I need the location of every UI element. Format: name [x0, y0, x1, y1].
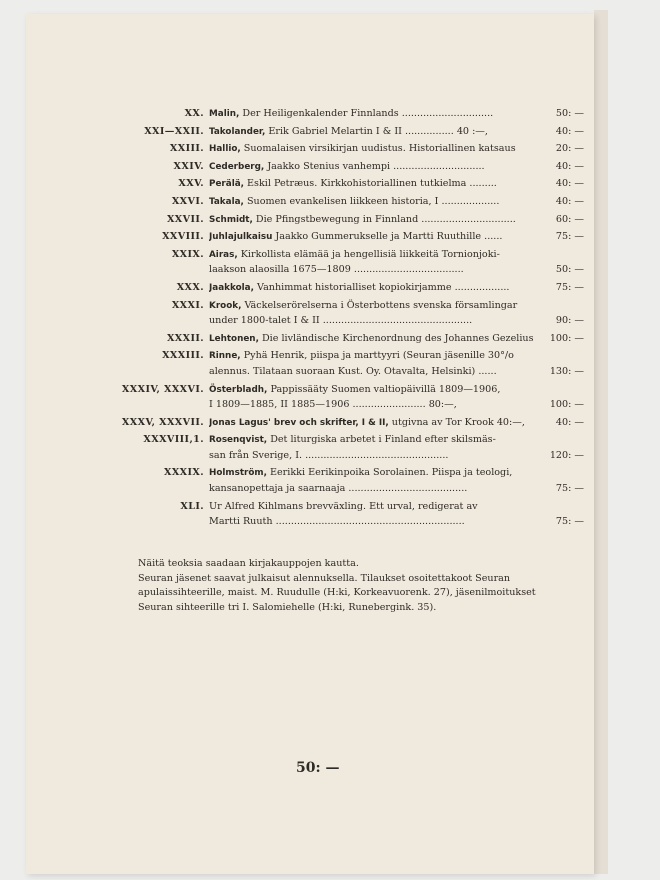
entry-text [209, 194, 534, 211]
volume-number: XXXI. [171, 299, 204, 311]
entry-text [209, 212, 534, 229]
entry-title: Eskil Petræus. Kirkkohistoriallinen tutkielma ......... [247, 178, 497, 190]
entry-author: Jonas Lagus' brev och skrifter, I & II, [209, 417, 389, 428]
catalog-line [26, 448, 594, 464]
volume-number: XXV. [178, 178, 204, 190]
entry-text [209, 331, 534, 348]
entry-price: 20: — [555, 143, 584, 155]
entry-price: 75: — [555, 516, 584, 528]
ordering-notes [138, 557, 578, 615]
entry-text [209, 481, 534, 497]
entry-title: laakson alaosilla 1675—1809 .................................... [209, 264, 464, 276]
entry-title: Vanhimmat historialliset kopiokirjamme .................. [257, 281, 510, 293]
volume-number: XXXIX. [163, 467, 204, 479]
catalog-line [26, 194, 594, 210]
entry-price: 40: — [555, 178, 584, 190]
entry-text [209, 229, 534, 246]
entry-text [209, 432, 534, 449]
entry-title: Erik Gabriel Melartin I & II ................ 40 :—, [268, 125, 488, 137]
volume-number: XXXVIII,1. [143, 434, 204, 446]
catalog-entry [26, 432, 594, 463]
entry-title: Jaakko Stenius vanhempi .............................. [267, 160, 485, 172]
book-spine-edge [594, 10, 608, 874]
volume-number: XXIII. [169, 143, 204, 155]
volume-number: XXI—XXII. [144, 125, 204, 137]
volume-number: XXXIII. [162, 350, 204, 362]
entry-text [209, 262, 534, 278]
volume-number: XXX. [176, 281, 204, 293]
catalog-line [26, 415, 594, 431]
catalog-entry [26, 212, 594, 228]
entry-text [209, 247, 534, 264]
catalog-line [26, 141, 594, 157]
volume-number: XXVI. [171, 195, 204, 207]
volume-number: XXVII. [166, 213, 204, 225]
cover-price: 50: — [296, 760, 340, 776]
catalog-line [26, 348, 594, 364]
entry-text [209, 448, 534, 464]
entry-title: Pappissääty Suomen valtiopäivillä 1809—1906, [270, 383, 501, 395]
entry-title: I 1809—1885, II 1885—1906 ........................ 80:—, [209, 399, 457, 411]
entry-text [209, 397, 534, 413]
entry-title: under 1800-talet I & II ................................................. [209, 315, 473, 327]
entry-title: utgivna av Tor Krook 40:—, [391, 416, 525, 428]
entry-text [209, 465, 534, 482]
entry-text [209, 159, 534, 176]
entry-price: 90: — [555, 315, 584, 327]
entry-title: alennus. Tilataan suoraan Kust. Oy. Otavalta, Helsinki) ...... [209, 365, 497, 377]
entry-price: 100: — [549, 332, 584, 344]
catalog-entry [26, 331, 594, 347]
entry-text [209, 514, 534, 530]
entry-author: Malin, [209, 109, 240, 119]
entry-title: Pyhä Henrik, piispa ja marttyyri (Seuran jäsenille 30°/o [243, 350, 514, 362]
entry-title: Det liturgiska arbetet i Finland efter skilsmäs- [270, 434, 496, 446]
catalog-line [26, 331, 594, 347]
catalog-line [26, 397, 594, 413]
catalog-line [26, 247, 594, 263]
entry-title: Eerikki Eerikinpoika Sorolainen. Piispa ja teologi, [269, 467, 513, 479]
entry-text [209, 124, 534, 141]
entry-author: Schmidt, [209, 214, 253, 225]
entry-price: 60: — [555, 213, 584, 225]
entry-price: 75: — [555, 281, 584, 293]
catalog-line [26, 159, 594, 175]
entry-text [209, 176, 534, 193]
entry-title: kansanopettaja ja saarnaaja ....................................... [209, 483, 468, 495]
entry-price: 120: — [549, 449, 584, 461]
entry-title: Väckelserörelserna i Österbottens svenska församlingar [244, 299, 518, 311]
entry-title: Die livländische Kirchenordnung des Johannes Gezelius [261, 332, 534, 344]
entry-text [209, 348, 534, 365]
entry-author: Hallio, [209, 144, 241, 155]
entry-author: Rosenqvist, [209, 435, 268, 446]
volume-number: XXXII. [166, 332, 204, 344]
entry-price: 130: — [549, 365, 584, 377]
catalog-entry [26, 176, 594, 192]
entry-author: Perälä, [209, 179, 244, 190]
entry-price: 50: — [555, 264, 584, 276]
entry-author: Österbladh, [209, 384, 268, 395]
entry-author: Airas, [209, 249, 238, 260]
catalog-entry [26, 124, 594, 140]
entry-title: Martti Ruuth .............................................................. [209, 516, 465, 528]
entry-text [209, 298, 534, 315]
entry-title: san från Sverige, I. ............................................... [209, 449, 449, 461]
note-line: Näitä teoksia saadaan kirjakauppojen kautta. [138, 558, 359, 569]
volume-number: XXVIII. [162, 231, 204, 243]
catalog-entry [26, 229, 594, 245]
note-line: apulaissihteerille, maist. M. Ruudulle (H:ki, Korkeavuorenk. 27), jäsenilmoitukset [138, 587, 536, 598]
catalog-entry [26, 298, 594, 329]
catalog-entry [26, 106, 594, 122]
entry-author: Krook, [209, 300, 242, 311]
catalog-line [26, 124, 594, 140]
note-line: Seuran sihteerille tri I. Salomiehelle (H:ki, Runebergink. 35). [138, 601, 437, 613]
entry-text [209, 499, 534, 515]
catalog-entry [26, 141, 594, 157]
catalog-line [26, 514, 594, 530]
catalog-line [26, 298, 594, 314]
entry-price: 75: — [555, 483, 584, 495]
catalog-line [26, 262, 594, 278]
catalog-entry [26, 499, 594, 530]
entry-text [209, 280, 534, 297]
entry-author: Takala, [209, 196, 244, 207]
catalog-line [26, 212, 594, 228]
entry-text [209, 415, 534, 432]
entry-author: Juhlajulkaisu [209, 232, 273, 243]
catalog-line [26, 382, 594, 398]
volume-number: XXIX. [171, 248, 204, 260]
catalog-line [26, 499, 594, 515]
volume-number: XLI. [180, 500, 204, 512]
entry-author: Holmström, [209, 468, 267, 479]
note-line: Seuran jäsenet saavat julkaisut alennuksella. Tilaukset osoitettakoot Seuran [138, 572, 511, 584]
entry-price: 40: — [555, 195, 584, 207]
entry-author: Rinne, [209, 351, 241, 362]
entry-title: Die Pfingstbewegung in Finnland ............................... [255, 213, 516, 225]
catalog-entry [26, 348, 594, 379]
entry-author: Jaakkola, [209, 282, 254, 293]
catalog-entry [26, 194, 594, 210]
entry-price: 40: — [555, 416, 584, 428]
volume-number: XX. [184, 108, 204, 119]
catalog-entry [26, 159, 594, 175]
entry-price: 100: — [549, 399, 584, 411]
entry-title: Kirkollista elämää ja hengellisiä liikkeitä Tornionjoki- [240, 248, 500, 260]
entry-text [209, 313, 534, 329]
volume-number: XXIV. [173, 160, 204, 172]
entry-title: Suomen evankelisen liikkeen historia, I ................... [246, 195, 500, 207]
catalog-line [26, 176, 594, 192]
catalog-line [26, 364, 594, 380]
entry-text [209, 141, 534, 158]
volume-number: XXXV, XXXVII. [121, 416, 204, 428]
catalog-entry [26, 415, 594, 431]
catalog-entry [26, 247, 594, 278]
entry-title: Suomalaisen virsikirjan uudistus. Historiallinen katsaus [243, 143, 516, 155]
volume-number: XXXIV, XXXVI. [121, 383, 204, 395]
entry-author: Takolander, [209, 126, 266, 137]
entry-price: 40: — [555, 160, 584, 172]
catalog-line [26, 481, 594, 497]
entry-text [209, 364, 534, 380]
catalog-line [26, 280, 594, 296]
catalog-entry [26, 382, 594, 413]
entry-price: 50: — [555, 108, 584, 119]
catalog-line [26, 106, 594, 122]
entry-author: Cederberg, [209, 161, 265, 172]
entry-text [209, 382, 534, 399]
catalog-line [26, 465, 594, 481]
entry-price: 40: — [555, 125, 584, 137]
catalog-line [26, 432, 594, 448]
entry-title: Der Heiligenkalender Finnlands .............................. [242, 108, 494, 119]
entry-title: Jaakko Gummerukselle ja Martti Ruuthille ...... [275, 231, 503, 243]
publication-catalog [26, 106, 594, 532]
back-cover-page [26, 14, 594, 874]
entry-price: 75: — [555, 231, 584, 243]
entry-text [209, 106, 534, 123]
catalog-line [26, 229, 594, 245]
catalog-entry [26, 465, 594, 496]
entry-author: Lehtonen, [209, 333, 259, 344]
catalog-line [26, 313, 594, 329]
catalog-entry [26, 280, 594, 296]
entry-title: Ur Alfred Kihlmans brevväxling. Ett urval, redigerat av [209, 500, 478, 512]
